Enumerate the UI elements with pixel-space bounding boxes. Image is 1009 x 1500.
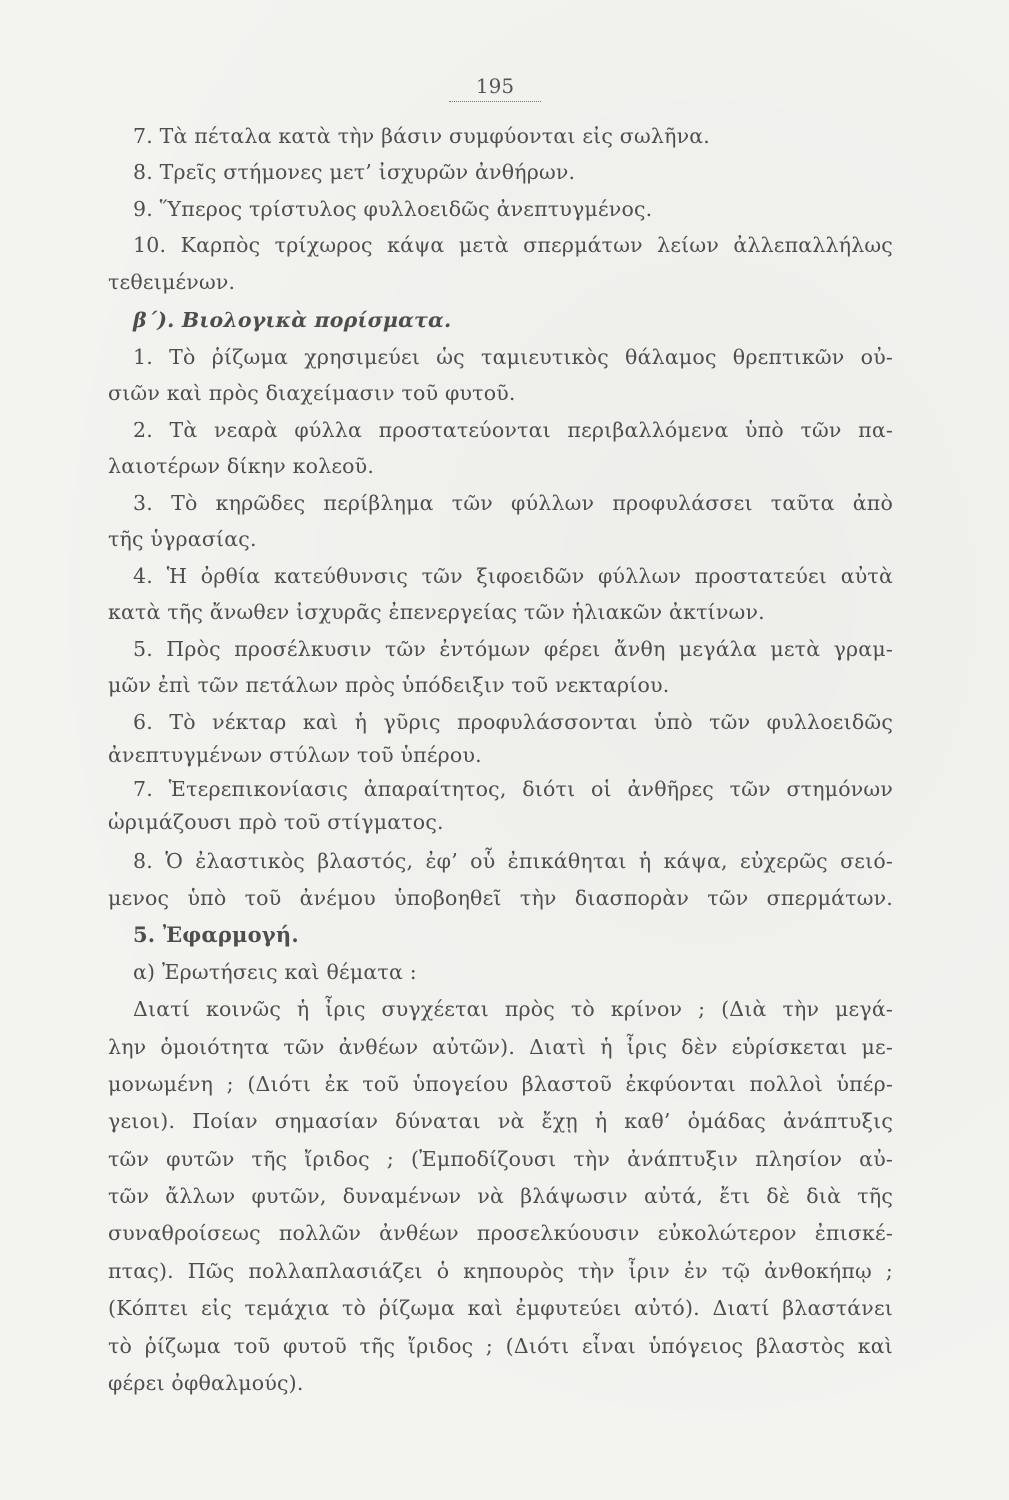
text-line: Διατί κοινῶς ἡ ἶρις συγχέεται πρὸς τὸ κρίνον ; (Διὰ τὴν μεγά-	[133, 997, 893, 1021]
text-line: τὸ ῥίζωμα τοῦ φυτοῦ τῆς ἴριδος ; (Διότι εἶναι ὑπόγειος βλαστὸς καὶ	[108, 1334, 893, 1358]
text-line: φέρει ὀφθαλμούς).	[108, 1371, 304, 1395]
text-line: μονωμένη ; (Διότι ἐκ τοῦ ὑπογείου βλαστοῦ ἐκφύονται πολλοὶ ὑπέρ-	[108, 1072, 893, 1096]
subheading: α) Ἐρωτήσεις καὶ θέματα :	[133, 960, 417, 984]
text-line: τεθειμένων.	[108, 270, 236, 294]
text-line: λην ὁμοιότητα τῶν ἀνθέων αὐτῶν). Διατὶ ἡ ἶρις δὲν εὑρίσκεται με-	[108, 1035, 893, 1059]
list-item: 4. Ἡ ὀρθία κατεύθυνσις τῶν ξιφοειδῶν φύλλων προστατεύει αὐτὰ	[133, 564, 893, 588]
text-line: μενος ὑπὸ τοῦ ἀνέμου ὑποβοηθεῖ τὴν διασπορὰν τῶν σπερμάτων.	[108, 886, 893, 910]
text-line: μῶν ἐπὶ τῶν πετάλων πρὸς ὑπόδειξιν τοῦ νεκταρίου.	[108, 673, 670, 697]
section-heading: β΄). Βιολογικὰ πορίσματα.	[133, 308, 452, 332]
section-heading: 5. Ἐφαρμογή.	[133, 922, 299, 947]
list-item: 7. Ἑτερεπικονίασις ἀπαραίτητος, διότι οἱ ἀνθῆρες τῶν στημόνων	[133, 777, 893, 801]
list-item: 2. Τὰ νεαρὰ φύλλα προστατεύονται περιβαλλόμενα ὑπὸ τῶν πα-	[133, 418, 893, 442]
text-line: τῶν ἄλλων φυτῶν, δυναμένων νὰ βλάψωσιν αὐτά, ἔτι δὲ διὰ τῆς	[108, 1184, 893, 1208]
list-item: 1. Τὸ ῥίζωμα χρησιμεύει ὡς ταμιευτικὸς θάλαμος θρεπτικῶν οὐ-	[133, 345, 893, 369]
text-line: τῶν φυτῶν τῆς ἴριδος ; (Ἐμποδίζουσι τὴν ἀνάπτυξιν πλησίον αὐ-	[108, 1147, 893, 1171]
page-number: 195	[449, 74, 541, 102]
list-item: 3. Τὸ κηρῶδες περίβλημα τῶν φύλλων προφυλάσσει ταῦτα ἀπὸ	[133, 491, 893, 515]
text-line: γειοι). Ποίαν σημασίαν δύναται νὰ ἔχῃ ἡ καθ’ ὁμάδας ἀνάπτυξις	[108, 1109, 893, 1133]
text-line: κατὰ τῆς ἄνωθεν ἰσχυρᾶς ἐπενεργείας τῶν ἡλιακῶν ἀκτίνων.	[108, 600, 765, 624]
list-item: 6. Τὸ νέκταρ καὶ ἡ γῦρις προφυλάσσονται ὑπὸ τῶν φυλλοειδῶς	[133, 710, 893, 734]
text-line: σιῶν καὶ πρὸς διαχείμασιν τοῦ φυτοῦ.	[108, 381, 516, 405]
list-item: 7. Τὰ πέταλα κατὰ τὴν βάσιν συμφύονται εἰς σωλῆνα.	[133, 124, 711, 148]
text-line: λαιοτέρων δίκην κολεοῦ.	[108, 454, 375, 478]
text-line: συναθροίσεως πολλῶν ἀνθέων προσελκύουσιν εὐκολώτερον ἐπισκέ-	[108, 1221, 893, 1245]
list-item: 8. Ὁ ἐλαστικὸς βλαστός, ἐφ’ οὗ ἐπικάθηται ἡ κάψα, εὐχερῶς σειό-	[133, 849, 893, 873]
list-item: 5. Πρὸς προσέλκυσιν τῶν ἐντόμων φέρει ἄνθη μεγάλα μετὰ γραμ-	[133, 637, 893, 661]
text-line: (Κόπτει εἰς τεμάχια τὸ ῥίζωμα καὶ ἐμφυτεύει αὐτό). Διατί βλαστάνει	[108, 1296, 893, 1320]
text-line: τῆς ὑγρασίας.	[108, 527, 257, 551]
list-item: 10. Καρπὸς τρίχωρος κάψα μετὰ σπερμάτων λείων ἀλλεπαλλήλως	[133, 233, 893, 257]
list-item: 8. Τρεῖς στήμονες μετ’ ἰσχυρῶν ἀνθήρων.	[133, 160, 576, 184]
list-item: 9. Ὕπερος τρίστυλος φυλλοειδῶς ἀνεπτυγμένος.	[133, 197, 653, 221]
text-line: ἀνεπτυγμένων στύλων τοῦ ὑπέρου.	[108, 743, 482, 767]
text-line: ὡριμάζουσι πρὸ τοῦ στίγματος.	[108, 810, 444, 834]
text-line: πτας). Πῶς πολλαπλασιάζει ὁ κηπουρὸς τὴν ἶριν ἐν τῷ ἀνθοκήπῳ ;	[108, 1259, 893, 1283]
